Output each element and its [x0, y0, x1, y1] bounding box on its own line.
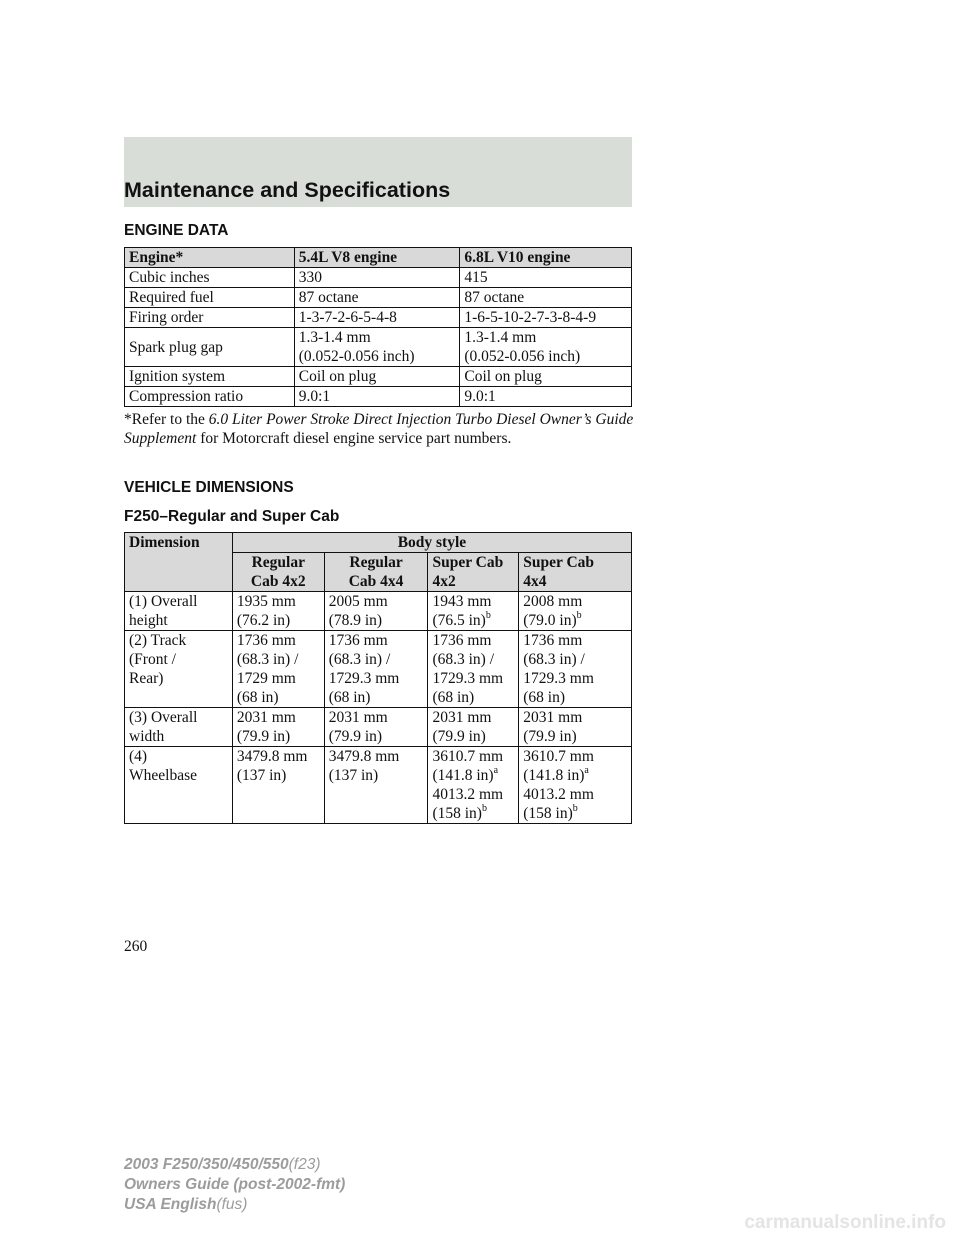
- cell-line: [432, 785, 514, 804]
- footnote-document-title: 6.0 Liter Power Stroke Direct Injection Turbo Diesel Owner’s Guide Supplement: [124, 411, 634, 447]
- cell-line: [237, 611, 320, 630]
- cell-line: Rear): [129, 670, 164, 687]
- cell-line: [237, 766, 320, 785]
- engine-data-heading: ENGINE DATA: [124, 222, 229, 239]
- body-style-column-header: [428, 553, 519, 592]
- cell-line: [523, 785, 627, 804]
- cell-line: 1.3-1.4 mm: [298, 329, 371, 346]
- header-line: Super Cab: [432, 554, 504, 571]
- footer-model: 2003 F250/350/450/550: [124, 1156, 289, 1173]
- footnote-marker: a: [584, 764, 589, 776]
- cell-text: (79.9 in): [523, 728, 577, 745]
- cell-text: 2031 mm: [328, 709, 388, 726]
- cell-text: (68 in): [523, 689, 566, 706]
- cell-text: (68 in): [236, 689, 279, 706]
- cell-line: [237, 650, 320, 669]
- cell-line: [237, 727, 320, 746]
- dimension-value-cell: [232, 631, 324, 708]
- cell-text: (68 in): [432, 689, 475, 706]
- footnote-marker: b: [576, 609, 582, 621]
- cell-line: (Front /: [129, 651, 176, 668]
- header-line: Regular: [251, 554, 305, 571]
- watermark-text: carmanualsonline.info: [744, 1212, 946, 1233]
- cell-line: (1) Overall: [129, 593, 198, 610]
- header-line: Super Cab: [523, 554, 595, 571]
- cell-line: [329, 611, 424, 630]
- cell-text: 1736 mm: [432, 632, 492, 649]
- cell-text: 3610.7 mm: [432, 748, 504, 765]
- cell-line: [432, 631, 514, 650]
- cell-line: [523, 631, 627, 650]
- dimension-value-cell: [324, 631, 428, 708]
- cell-line: [237, 708, 320, 727]
- cell-line: [329, 592, 424, 611]
- table-row: [125, 747, 632, 824]
- cell-text: (68.3 in) /: [432, 651, 495, 668]
- cell-line: height: [129, 612, 168, 629]
- footer-line: [124, 1195, 345, 1215]
- cell-line: (4): [129, 748, 148, 765]
- table-cell: Coil on plug: [460, 367, 632, 387]
- cell-line: [523, 747, 627, 766]
- cell-line: (0.052-0.056 inch): [298, 348, 415, 365]
- header-line: Cab 4x4: [348, 573, 404, 590]
- dimension-label-cell: [125, 708, 233, 747]
- table-cell: 1-6-5-10-2-7-3-8-4-9: [460, 308, 632, 328]
- column-header: 6.8L V10 engine: [460, 248, 632, 268]
- page-title: Maintenance and Specifications: [124, 178, 451, 202]
- cell-text: 1736 mm: [328, 632, 388, 649]
- cell-line: [237, 631, 320, 650]
- header-line: 4x2: [432, 573, 456, 590]
- dimension-label-cell: [125, 592, 233, 631]
- footnote-suffix: for Motorcraft diesel engine service part numbers.: [196, 430, 512, 447]
- footnote-prefix: *Refer to the: [124, 411, 209, 428]
- cell-line: Wheelbase: [129, 767, 197, 784]
- cell-text: (78.9 in): [328, 612, 383, 629]
- cell-text: (68.3 in) /: [523, 651, 585, 668]
- dimension-label-cell: [125, 631, 233, 708]
- dimension-value-cell: [519, 631, 632, 708]
- dimension-value-cell: [428, 631, 519, 708]
- cell-text: 1736 mm: [236, 632, 296, 649]
- cell-line: [432, 650, 514, 669]
- cell-text: (76.5 in): [432, 612, 486, 629]
- cell-text: (68 in): [328, 689, 371, 706]
- cell-line: [432, 747, 514, 766]
- table-cell: 1-3-7-2-6-5-4-8: [294, 308, 460, 328]
- footnote-marker: b: [485, 609, 491, 621]
- cell-line: [523, 688, 627, 707]
- cell-line: [237, 592, 320, 611]
- table-cell: Cubic inches: [125, 268, 295, 288]
- cell-text: 2031 mm: [523, 709, 583, 726]
- cell-text: (141.8 in): [523, 767, 585, 784]
- body-style-header: Body style: [232, 533, 631, 553]
- cell-text: 1736 mm: [523, 632, 583, 649]
- table-row: [125, 288, 632, 308]
- table-row: [125, 367, 632, 387]
- engine-data-table: [124, 247, 632, 407]
- cell-line: [329, 669, 424, 688]
- cell-line: [329, 650, 424, 669]
- header-line: Regular: [349, 554, 403, 571]
- body-style-column-header: [519, 553, 632, 592]
- dimension-value-cell: [428, 592, 519, 631]
- cell-text: 4013.2 mm: [523, 786, 594, 803]
- body-style-column-header: [232, 553, 324, 592]
- dimension-value-cell: [519, 747, 632, 824]
- table-cell: Compression ratio: [125, 387, 295, 407]
- table-cell: 415: [460, 268, 632, 288]
- cell-text: (137 in): [236, 767, 287, 784]
- vehicle-dimensions-heading: VEHICLE DIMENSIONS: [124, 479, 294, 496]
- footer-language-code: (fus): [216, 1196, 248, 1213]
- page-number: 260: [124, 938, 148, 955]
- cell-text: (68.3 in) /: [328, 651, 391, 668]
- cell-text: (158 in): [432, 805, 482, 822]
- cell-line: [329, 747, 424, 766]
- cell-line: [432, 669, 514, 688]
- dimension-value-cell: [519, 592, 632, 631]
- table-cell: Coil on plug: [294, 367, 460, 387]
- cell-line: (2) Track: [129, 632, 187, 649]
- cell-line: [432, 727, 514, 746]
- cell-line: [432, 611, 514, 630]
- cell-line: (0.052-0.056 inch): [464, 348, 581, 365]
- cell-line: [432, 804, 514, 823]
- cell-text: (137 in): [328, 767, 379, 784]
- cell-line: [329, 727, 424, 746]
- cell-text: (76.2 in): [236, 612, 291, 629]
- header-line: Cab 4x2: [250, 573, 306, 590]
- cell-text: 2005 mm: [328, 593, 388, 610]
- cell-line: [432, 708, 514, 727]
- cell-line: 1.3-1.4 mm: [464, 329, 537, 346]
- table-row: [125, 268, 632, 288]
- cell-text: 1729 mm: [236, 670, 296, 687]
- vehicle-dimensions-table: [124, 532, 632, 824]
- cell-text: 3479.8 mm: [328, 748, 400, 765]
- table-row: [125, 328, 632, 367]
- table-cell: Spark plug gap: [125, 328, 295, 367]
- footnote-marker: a: [493, 764, 499, 776]
- table-row: [125, 631, 632, 708]
- cell-line: width: [129, 728, 165, 745]
- footnote-marker: b: [572, 802, 578, 814]
- cell-line: [329, 766, 424, 785]
- footnote-marker: b: [481, 802, 487, 814]
- table-header-row: [125, 533, 632, 553]
- cell-line: [237, 669, 320, 688]
- cell-line: [523, 669, 627, 688]
- footer-model-code: (f23): [288, 1156, 321, 1173]
- table-cell: [294, 328, 460, 367]
- cell-line: [523, 611, 627, 630]
- cell-line: [432, 592, 514, 611]
- table-header-row: [125, 248, 632, 268]
- cell-line: [523, 592, 627, 611]
- table-cell: [460, 328, 632, 367]
- table-row: [125, 387, 632, 407]
- dimension-value-cell: [324, 708, 428, 747]
- table-row: [125, 708, 632, 747]
- vehicle-dimensions-subheading: F250–Regular and Super Cab: [124, 508, 340, 525]
- table-row: [125, 592, 632, 631]
- body-style-column-header: [324, 553, 428, 592]
- cell-text: (79.0 in): [523, 612, 577, 629]
- document-footer: [124, 1155, 345, 1215]
- cell-line: (3) Overall: [129, 709, 198, 726]
- cell-text: 2008 mm: [523, 593, 583, 610]
- dimension-value-cell: [232, 747, 324, 824]
- cell-text: (141.8 in): [432, 767, 494, 784]
- cell-text: 1935 mm: [236, 593, 296, 610]
- dimension-label-cell: [125, 747, 233, 824]
- dimension-value-cell: [232, 708, 324, 747]
- cell-line: [237, 688, 320, 707]
- cell-line: [523, 804, 627, 823]
- cell-text: 1943 mm: [432, 593, 492, 610]
- table-cell: 330: [294, 268, 460, 288]
- cell-text: (68.3 in) /: [236, 651, 299, 668]
- cell-text: (79.9 in): [328, 728, 383, 745]
- cell-line: [523, 650, 627, 669]
- footer-line: [124, 1155, 345, 1175]
- dimension-column-header: Dimension: [125, 533, 233, 592]
- column-header: Engine*: [125, 248, 295, 268]
- table-row: [125, 308, 632, 328]
- cell-text: (79.9 in): [236, 728, 291, 745]
- table-cell: 9.0:1: [460, 387, 632, 407]
- cell-line: [523, 766, 627, 785]
- cell-line: [432, 688, 514, 707]
- dimension-value-cell: [232, 592, 324, 631]
- dimension-value-cell: [324, 747, 428, 824]
- cell-text: 3479.8 mm: [236, 748, 308, 765]
- table-cell: 9.0:1: [294, 387, 460, 407]
- header-line: 4x4: [523, 573, 547, 590]
- footer-line: Owners Guide (post-2002-fmt): [124, 1176, 346, 1193]
- footer-language: USA English: [124, 1196, 217, 1213]
- engine-footnote: [124, 410, 644, 448]
- table-cell: 87 octane: [460, 288, 632, 308]
- cell-text: (79.9 in): [432, 728, 486, 745]
- dimension-value-cell: [428, 747, 519, 824]
- column-header: 5.4L V8 engine: [294, 248, 460, 268]
- table-cell: Required fuel: [125, 288, 295, 308]
- cell-line: [237, 747, 320, 766]
- dimension-value-cell: [428, 708, 519, 747]
- dimension-value-cell: [324, 592, 428, 631]
- cell-line: [329, 688, 424, 707]
- cell-line: [329, 708, 424, 727]
- cell-line: [523, 727, 627, 746]
- cell-text: 1729.3 mm: [328, 670, 400, 687]
- cell-text: 2031 mm: [432, 709, 492, 726]
- section-header-bar: [124, 137, 632, 207]
- cell-text: 3610.7 mm: [523, 748, 594, 765]
- table-cell: Ignition system: [125, 367, 295, 387]
- table-cell: 87 octane: [294, 288, 460, 308]
- cell-line: [432, 766, 514, 785]
- cell-text: 1729.3 mm: [523, 670, 594, 687]
- dimension-value-cell: [519, 708, 632, 747]
- cell-text: 2031 mm: [236, 709, 296, 726]
- cell-line: [329, 631, 424, 650]
- cell-line: [523, 708, 627, 727]
- cell-text: 1729.3 mm: [432, 670, 504, 687]
- table-cell: Firing order: [125, 308, 295, 328]
- cell-text: 4013.2 mm: [432, 786, 504, 803]
- cell-text: (158 in): [523, 805, 573, 822]
